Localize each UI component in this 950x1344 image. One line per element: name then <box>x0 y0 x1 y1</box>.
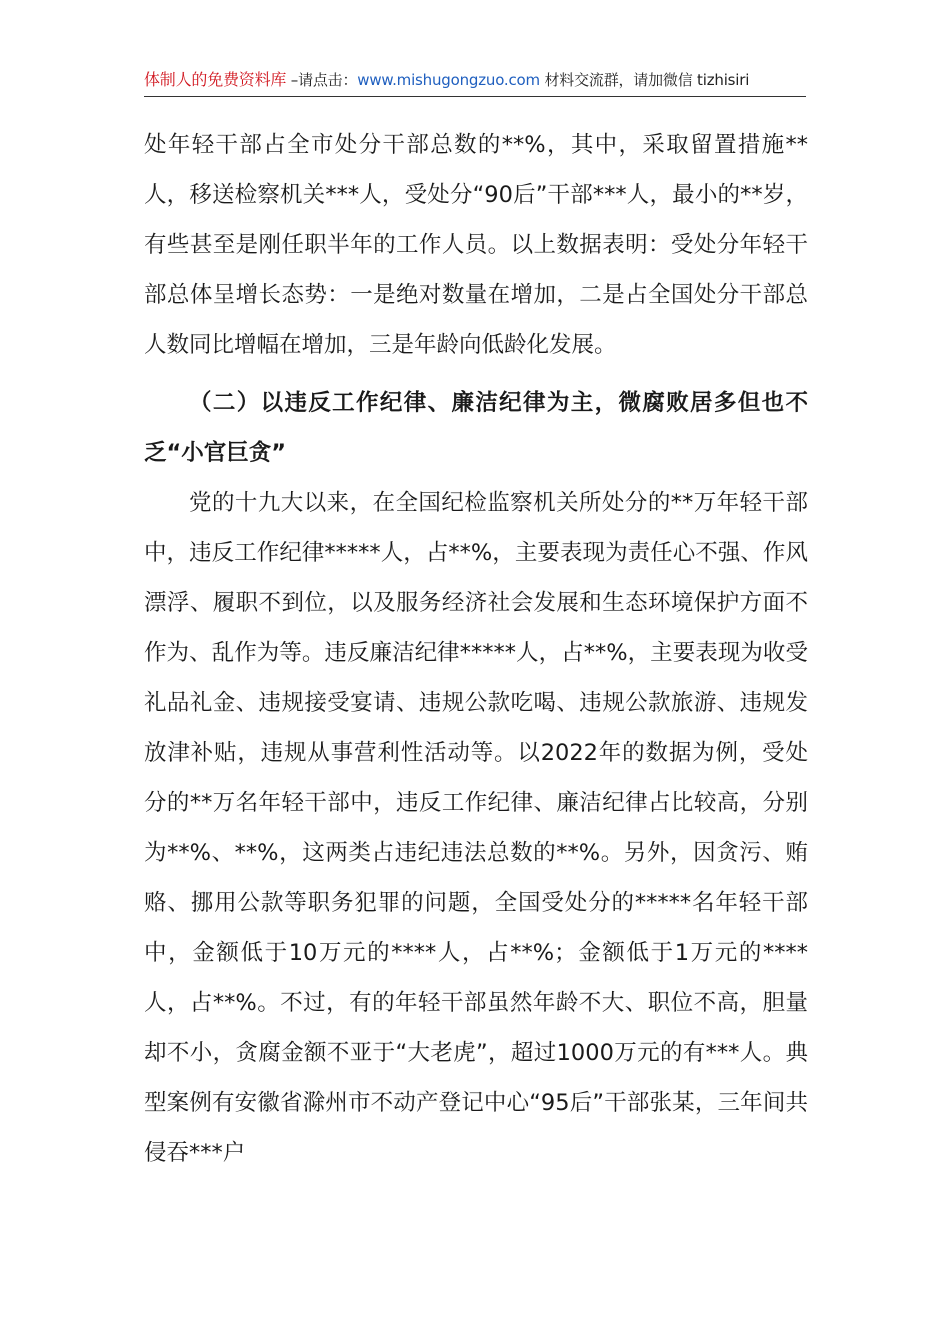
header-prompt: –请点击： <box>286 71 358 89</box>
page-header <box>144 66 806 97</box>
header-brand: 体制人的免费资料库 <box>144 70 287 89</box>
header-contact-text: 材料交流群，请加微信 tizhisiri <box>539 71 750 89</box>
paragraph-continued: 处年轻干部占全市处分干部总数的**%，其中，采取留置措施**人，移送检察机关***人，受处分“90后”干部***人，最小的**岁，有些甚至是刚任职半年的工作人员。以上数据表明：受处分年轻干部总体呈增长态势：一是绝对数量在增加，二是占全国处分干部总人数同比增幅在增加，三是年龄向低龄化发展。 <box>144 132 808 358</box>
section-heading: （二）以违反工作纪律、廉洁纪律为主，微腐败居多但也不乏“小官巨贪” <box>144 390 808 466</box>
document-body <box>144 120 808 1178</box>
header-website-link[interactable]: www.mishugongzuo.com <box>357 71 540 89</box>
paragraph: 党的十九大以来，在全国纪检监察机关所处分的**万年轻干部中，违反工作纪律*****人，占**%，主要表现为责任心不强、作风漂浮、履职不到位，以及服务经济社会发展和生态环境保护方面不作为、乱作为等。违反廉洁纪律*****人，占**%，主要表现为收受礼品礼金、违规接受宴请、违规公款吃喝、违规公款旅游、违规发放津补贴，违规从事营利性活动等。以2022年的数据为例，受处分的**万名年轻干部中，违反工作纪律、廉洁纪律占比较高，分别为**%、**%，这两类占违纪违法总数的**%。另外，因贪污、贿赂、挪用公款等职务犯罪的问题，全国受处分的*****名年轻干部中，金额低于10万元的****人，占**%；金额低于1万元的****人，占**%。不过，有的年轻干部虽然年龄不大、职位不高，胆量却不小，贪腐金额不亚于“大老虎”，超过1000万元的有***人。典型案例有安徽省滁州市不动产登记中心“95后”干部张某，三年间共侵吞***户 <box>144 490 808 1166</box>
